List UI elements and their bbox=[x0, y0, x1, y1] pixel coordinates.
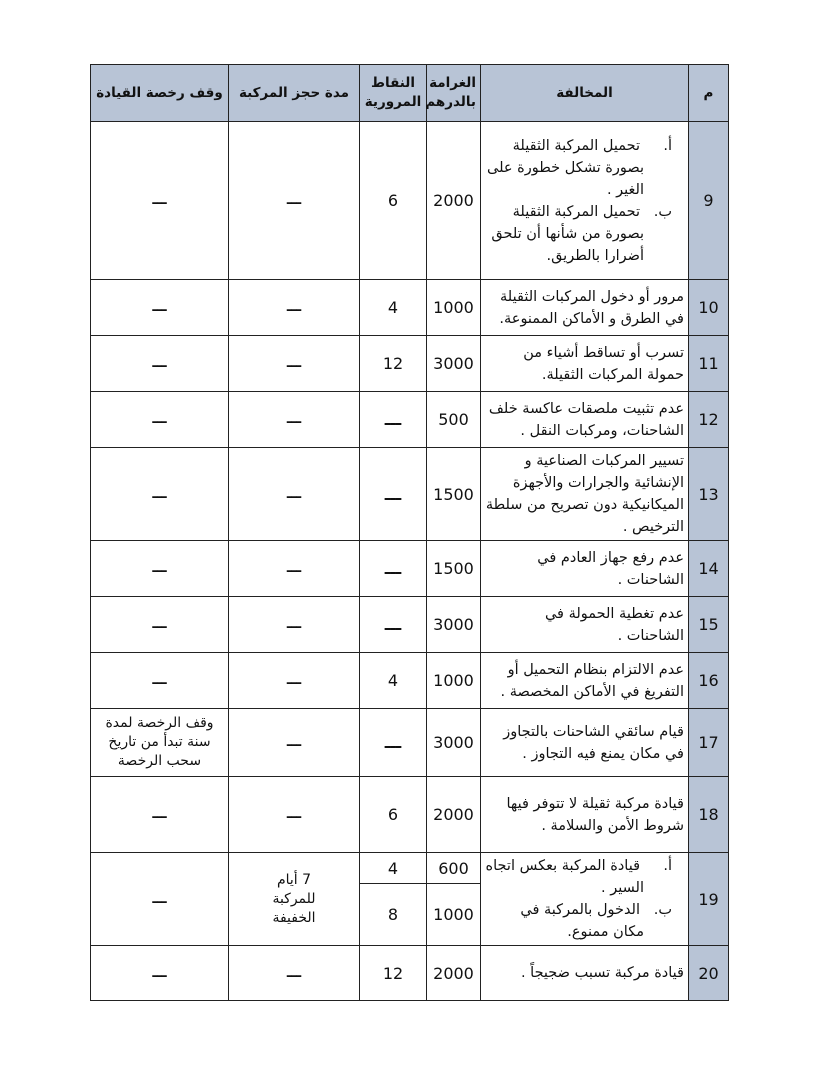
table-row bbox=[91, 280, 729, 336]
points-cell: 4 bbox=[360, 280, 427, 336]
fine-cell: 2000 bbox=[427, 946, 481, 1001]
fine-cell: 2000 bbox=[427, 122, 481, 280]
points-cell: 12 bbox=[360, 336, 427, 392]
impound-cell: ـــ bbox=[229, 709, 360, 777]
suspension-cell: ـــ bbox=[91, 448, 229, 541]
impound-cell: ـــ bbox=[229, 280, 360, 336]
fine-cell: 1000 bbox=[427, 653, 481, 709]
impound-cell: ـــ bbox=[229, 336, 360, 392]
violation-cell: عدم تغطية الحمولة في الشاحنات . bbox=[481, 597, 689, 653]
suspension-cell: ـــ bbox=[91, 597, 229, 653]
fine-cell: 3000 bbox=[427, 709, 481, 777]
table-row bbox=[91, 122, 729, 280]
points-cell: ـــ bbox=[360, 392, 427, 448]
points-cell: 12 bbox=[360, 946, 427, 1001]
sub-item: أ.تحميل المركبة الثقيلة بصورة تشكل خطورة على الغير . bbox=[487, 137, 672, 198]
row-number: 19 bbox=[689, 853, 729, 946]
row-number: 9 bbox=[689, 122, 729, 280]
points-cell: 6 bbox=[360, 777, 427, 853]
points-cell: 4 bbox=[360, 653, 427, 709]
violation-cell: تسرب أو تساقط أشياء من حمولة المركبات الثقيلة. bbox=[481, 336, 689, 392]
header-violation: المخالفة bbox=[481, 65, 689, 122]
violation-cell: عدم تثبيت ملصقات عاكسة خلف الشاحنات، ومركبات النقل . bbox=[481, 392, 689, 448]
impound-cell: ـــ bbox=[229, 448, 360, 541]
table-row bbox=[91, 777, 729, 853]
header-points: النقاط المرورية bbox=[360, 65, 427, 122]
suspension-cell: ـــ bbox=[91, 946, 229, 1001]
fine-cell: 2000 bbox=[427, 777, 481, 853]
violation-cell bbox=[481, 122, 689, 280]
impound-cell: ـــ bbox=[229, 597, 360, 653]
fine-cell: 500 bbox=[427, 392, 481, 448]
table-row bbox=[91, 336, 729, 392]
fine-cell: 3000 bbox=[427, 336, 481, 392]
suspension-cell: ـــ bbox=[91, 336, 229, 392]
sub-item: أ.قيادة المركبة بعكس اتجاه السير . bbox=[485, 858, 672, 896]
violation-cell: قيادة مركبة تسبب ضجيجاً . bbox=[481, 946, 689, 1001]
impound-cell: ـــ bbox=[229, 122, 360, 280]
suspension-cell: ـــ bbox=[91, 653, 229, 709]
violation-cell: قيادة مركبة ثقيلة لا تتوفر فيها شروط الأمن والسلامة . bbox=[481, 777, 689, 853]
suspension-cell: ـــ bbox=[91, 122, 229, 280]
row-number: 16 bbox=[689, 653, 729, 709]
suspension-cell: ـــ bbox=[91, 777, 229, 853]
table-row bbox=[91, 946, 729, 1001]
suspension-cell: ـــ bbox=[91, 280, 229, 336]
row-number: 18 bbox=[689, 777, 729, 853]
violations-table bbox=[90, 64, 729, 1001]
violation-cell: تسيير المركبات الصناعية و الإنشائية والجرارات والأجهزة الميكانيكية دون تصريح من سلطة الترخيص . bbox=[481, 448, 689, 541]
fine-cell: 1500 bbox=[427, 448, 481, 541]
fine-cell: 3000 bbox=[427, 597, 481, 653]
table-row bbox=[91, 709, 729, 777]
points-cell: ـــ bbox=[360, 709, 427, 777]
fine-cell: 1000 bbox=[427, 280, 481, 336]
violation-cell bbox=[481, 853, 689, 946]
row-number: 13 bbox=[689, 448, 729, 541]
points-cell: 8 bbox=[360, 884, 427, 946]
impound-cell: 7 أيام للمركبة الخفيفة bbox=[229, 853, 360, 946]
row-number: 12 bbox=[689, 392, 729, 448]
impound-cell: ـــ bbox=[229, 541, 360, 597]
row-number: 14 bbox=[689, 541, 729, 597]
row-number: 17 bbox=[689, 709, 729, 777]
points-cell: ـــ bbox=[360, 541, 427, 597]
header-impound: مدة حجز المركبة bbox=[229, 65, 360, 122]
sub-item: ب.الدخول بالمركبة في مكان ممنوع. bbox=[520, 902, 672, 940]
fine-cell: 600 bbox=[427, 853, 481, 884]
row-number: 10 bbox=[689, 280, 729, 336]
points-cell: 4 bbox=[360, 853, 427, 884]
violation-cell: قيام سائقي الشاحنات بالتجاوز في مكان يمنع فيه التجاوز . bbox=[481, 709, 689, 777]
table-row bbox=[91, 448, 729, 541]
header-suspension: وقف رخصة القيادة bbox=[91, 65, 229, 122]
table-row bbox=[91, 853, 729, 884]
table-row bbox=[91, 597, 729, 653]
impound-cell: ـــ bbox=[229, 946, 360, 1001]
fine-cell: 1000 bbox=[427, 884, 481, 946]
points-cell: 6 bbox=[360, 122, 427, 280]
impound-cell: ـــ bbox=[229, 653, 360, 709]
violation-cell: مرور أو دخول المركبات الثقيلة في الطرق و الأماكن الممنوعة. bbox=[481, 280, 689, 336]
suspension-cell: ـــ bbox=[91, 392, 229, 448]
points-cell: ـــ bbox=[360, 597, 427, 653]
suspension-cell: ـــ bbox=[91, 541, 229, 597]
sub-item: ب.تحميل المركبة الثقيلة بصورة من شأنها أن تلحق أضرارا بالطريق. bbox=[491, 203, 672, 264]
row-number: 11 bbox=[689, 336, 729, 392]
suspension-cell: ـــ bbox=[91, 853, 229, 946]
table-row bbox=[91, 392, 729, 448]
suspension-cell: وقف الرخصة لمدة سنة تبدأ من تاريخ سحب الرخصة bbox=[91, 709, 229, 777]
table-row bbox=[91, 541, 729, 597]
impound-cell: ـــ bbox=[229, 777, 360, 853]
violation-cell: عدم رفع جهاز العادم في الشاحنات . bbox=[481, 541, 689, 597]
header-num: م bbox=[689, 65, 729, 122]
header-row bbox=[91, 65, 729, 122]
row-number: 20 bbox=[689, 946, 729, 1001]
table-row bbox=[91, 653, 729, 709]
impound-cell: ـــ bbox=[229, 392, 360, 448]
points-cell: ـــ bbox=[360, 448, 427, 541]
row-number: 15 bbox=[689, 597, 729, 653]
header-fine: الغرامة بالدرهم bbox=[427, 65, 481, 122]
fine-cell: 1500 bbox=[427, 541, 481, 597]
violation-cell: عدم الالتزام بنظام التحميل أو التفريغ في الأماكن المخصصة . bbox=[481, 653, 689, 709]
